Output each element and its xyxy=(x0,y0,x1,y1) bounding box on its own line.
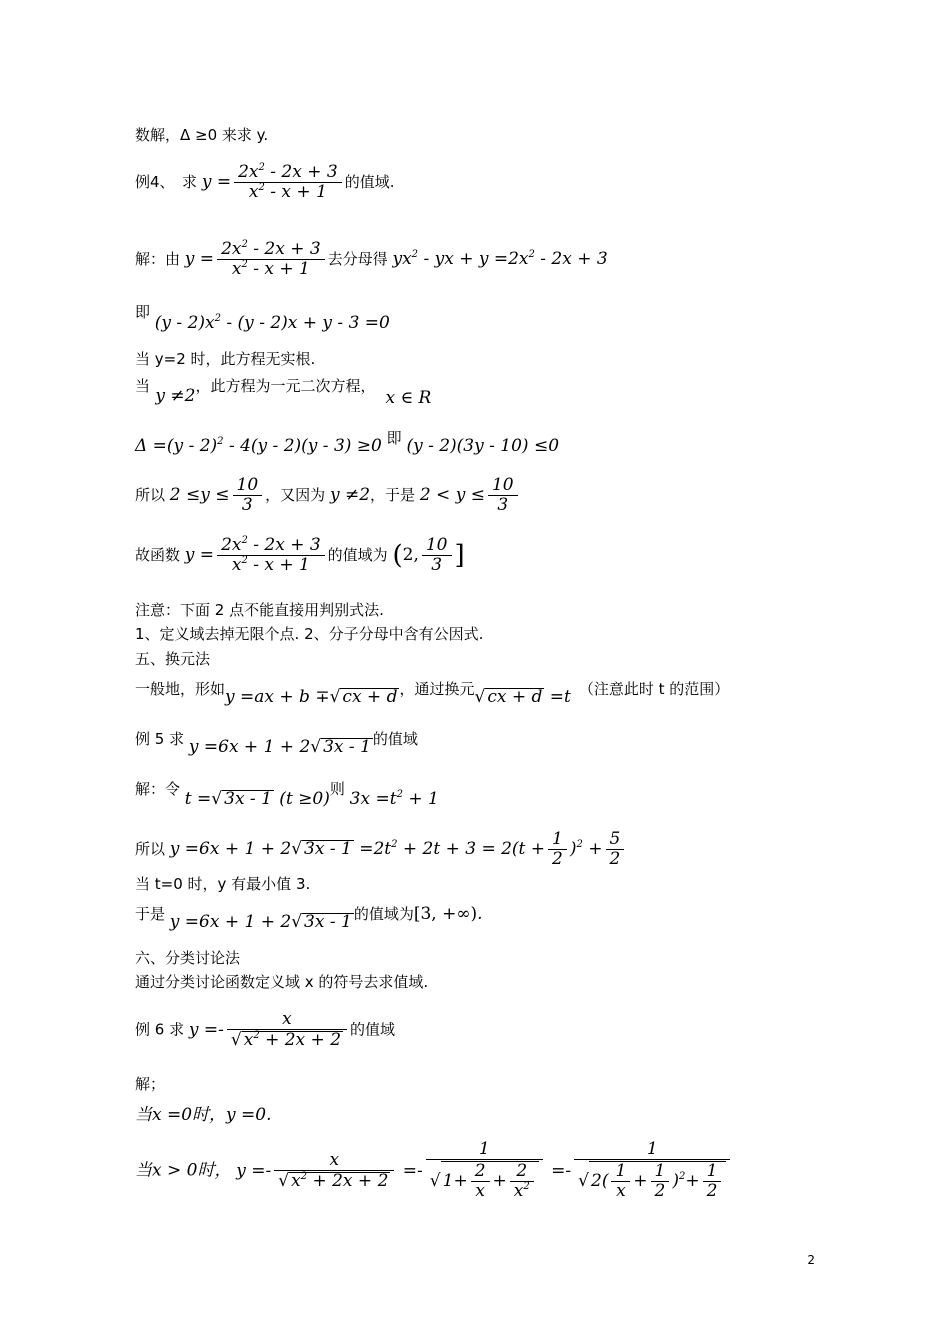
line-18-mid: 的值域为 xyxy=(353,905,414,923)
line-8-mid: ，又因为 xyxy=(265,486,326,504)
formula-bound-2: 2 < y ≤ $\frac{10}{3}$ xyxy=(420,485,521,505)
solution-mid: 去分母得 xyxy=(327,250,388,268)
formula-quadratic: $(y - 2)x^2 - (y - 2)x + y - 3 =0$ xyxy=(154,313,390,333)
case-x-positive xyxy=(135,1140,733,1202)
formula-y-neq-2: y ≠2 xyxy=(150,386,196,406)
line-9-mid: 的值域为 xyxy=(327,546,388,564)
dang-label: 当 xyxy=(135,377,151,395)
example-4 xyxy=(135,163,394,202)
example-6-label: 例 6 求 xyxy=(135,1020,185,1039)
example-6 xyxy=(135,1010,395,1050)
line-ji-1 xyxy=(135,303,390,333)
line-delta-method: 数解，Δ ≥0 来求 y. xyxy=(135,126,269,144)
section-6-heading: 六、分类讨论法 xyxy=(135,949,241,967)
section-5-heading: 五、换元法 xyxy=(135,650,211,668)
formula-ex4-final: y = $\frac{2x^2 - 2x + 3}{x^2 - x + 1}$ xyxy=(185,545,328,565)
solution-label: 解：由 xyxy=(135,250,181,268)
suoyi-label-2: 所以 xyxy=(135,840,166,858)
formula-cleared: $yx^2$ - yx + $y =2x^2 - 2x + 3$ xyxy=(392,249,608,269)
formula-ex5-final: y =6x + 1 + 2√ 3x - 1 xyxy=(169,912,352,932)
line-range-bound xyxy=(135,476,521,515)
line-ex5-transform xyxy=(135,830,627,869)
formula-ex4: y = $\frac{2x^2 - 2x + 3}{x^2 - x + 1}$ xyxy=(202,172,345,192)
formula-ex4-sol: y = $\frac{2x^2 - 2x + 3}{x^2 - x + 1}$ xyxy=(185,249,328,269)
line-min-value: 当 t=0 时，y 有最小值 3. xyxy=(135,875,311,893)
example-5-tail: 的值域 xyxy=(372,730,418,748)
section-6-desc: 通过分类讨论函数定义域 x 的符号去求值域. xyxy=(135,973,429,991)
suoyi-label: 所以 xyxy=(135,486,166,504)
formula-let-t: t =√ 3x - 1 (t ≥0) xyxy=(184,789,330,809)
ze-label: 则 xyxy=(329,780,345,798)
ling-label: 解：令 xyxy=(135,780,181,798)
example-4-tail: 的值域. xyxy=(344,173,395,191)
case-x-positive-label: 当x > 0时， xyxy=(135,1160,232,1181)
formula-substitute: √ cx + d =t xyxy=(474,687,571,707)
gu-label: 故函数 xyxy=(135,546,181,564)
formula-discriminant-factored: (y - 2)(3y - 10) ≤0 xyxy=(406,436,560,456)
line-y-neq-2 xyxy=(135,377,432,408)
line-13-tail: （注意此时 t 的范围） xyxy=(578,680,730,698)
ji-label-2: 即 xyxy=(386,429,402,447)
formula-bound-1: 2 ≤y ≤ $\frac{10}{3}$ xyxy=(170,485,265,505)
line-13-mid: ，通过换元 xyxy=(399,680,475,698)
line-conclusion-ex4 xyxy=(135,536,465,575)
formula-3x: $3x =t^2 + 1$ xyxy=(349,789,439,809)
formula-x-in-r: x ∈ R xyxy=(385,388,432,408)
ji-label: 即 xyxy=(135,303,151,321)
yushi-label: 于是 xyxy=(135,905,166,923)
line-discriminant xyxy=(135,429,560,456)
formula-ex5-transform: y =6x + 1 + 2√ $3x - 1 =2t^2 + 2t + 3 = 2(t$ + $\frac{1}{2}$ )$^2$ + $\frac{5}{2}$ xyxy=(170,839,628,859)
formula-discriminant: Δ =(y - 2)$^2$ - 4(y - 2)(y - 3) ≥0 xyxy=(135,436,382,456)
case-x-zero: 当x =0时，y =0. xyxy=(135,1105,272,1125)
page-number: 2 xyxy=(807,1253,815,1267)
line-8-mid2: ，于是 xyxy=(370,486,416,504)
example-6-tail: 的值域 xyxy=(350,1020,396,1039)
line-6-mid: ，此方程为一元二次方程， xyxy=(195,377,376,395)
formula-y-neq-2-b: y ≠2 xyxy=(329,485,371,505)
note-points: 1、定义域去掉无限个点. 2、分子分母中含有公因式. xyxy=(135,625,484,643)
general-label: 一般地，形如 xyxy=(135,680,226,698)
note-title: 注意：下面 2 点不能直接用判别式法. xyxy=(135,601,384,619)
example-5-label: 例 5 求 xyxy=(135,730,185,748)
solution-ex5 xyxy=(135,780,439,809)
formula-ex6-case: y =- $\frac{x}{√ x^2 + 2x + 2}$ =- 1 √ 1+ $\frac{2}{x}$ + $\frac{2}{x^2}$ =- 1 √ 2( $\frac{1}{x}$ + $\frac{1}{2}$ )$^2$+ $\frac{1}{2}$ xyxy=(236,1161,733,1181)
line-ex5-range xyxy=(135,904,483,932)
formula-general: y =ax + b ∓√ cx + d xyxy=(225,687,398,707)
line-substitution-general xyxy=(135,680,730,707)
example-4-label: 例4、 求 xyxy=(135,173,198,191)
solution-ex4 xyxy=(135,240,608,279)
formula-ex6: y =- $\frac{x}{√ x^2 + 2x + 2}$ xyxy=(189,1020,350,1040)
line-y-eq-2: 当 y=2 时，此方程无实根. xyxy=(135,350,316,368)
formula-ex5: y =6x + 1 + 2√ 3x - 1 xyxy=(188,737,371,757)
formula-range-ex4: (2, $\frac{10}{3}$ ] xyxy=(392,535,465,575)
example-5 xyxy=(135,730,418,757)
formula-range-ex5: [3, +∞). xyxy=(413,904,483,924)
solution-ex6-label: 解； xyxy=(135,1075,166,1093)
